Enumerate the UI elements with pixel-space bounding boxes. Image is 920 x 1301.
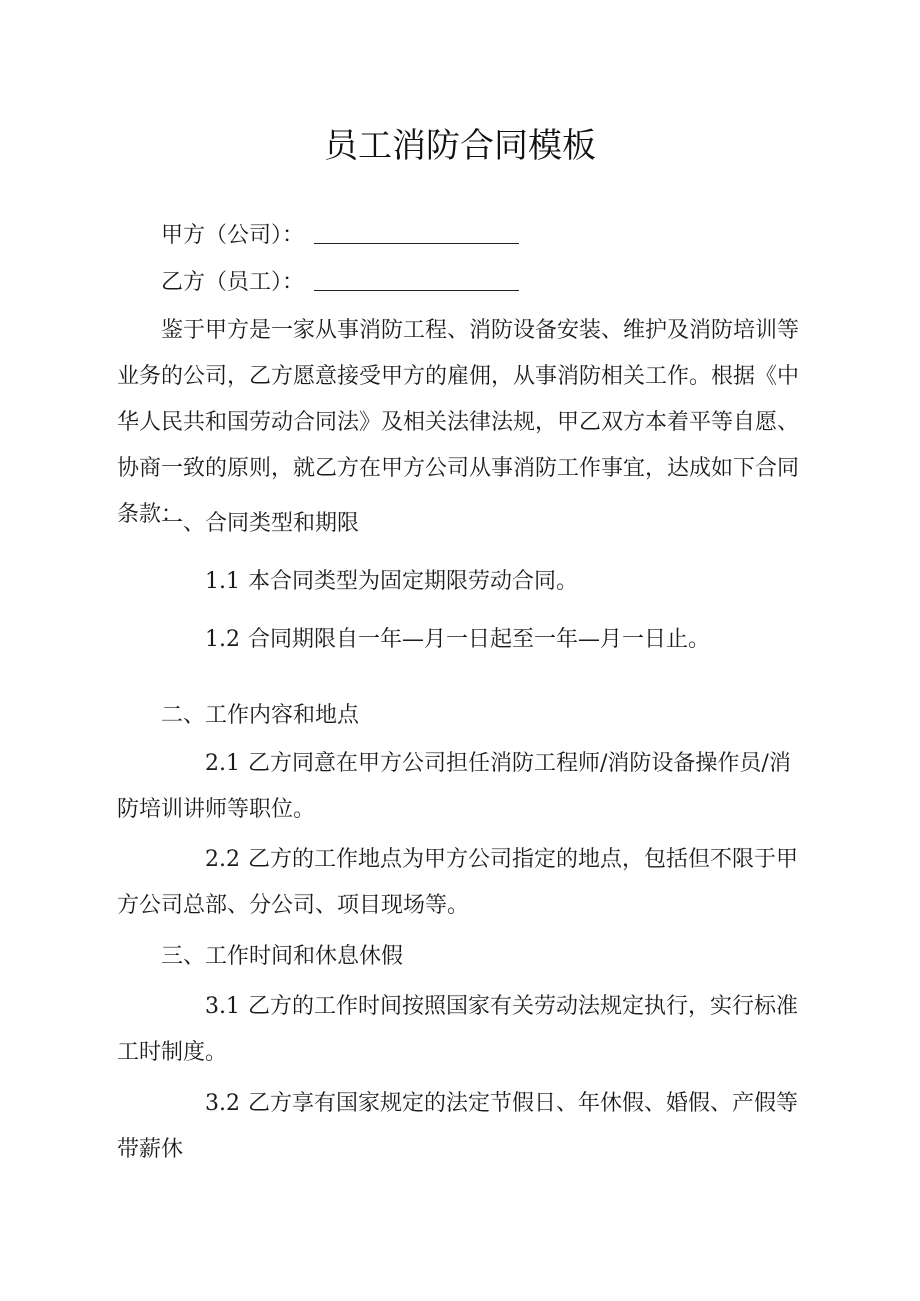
party-b-line — [117, 260, 807, 306]
clause-number: 3.1 — [205, 994, 240, 1019]
clause-3-2 — [117, 1081, 807, 1173]
party-a-line — [117, 213, 807, 259]
section-heading: 一、合同类型和期限 — [161, 511, 360, 536]
clause-number: 3.2 — [205, 1091, 240, 1116]
party-a-blank — [314, 221, 519, 244]
document-title: 员工消防合同模板 — [324, 126, 596, 166]
party-a-label: 甲方（公司）： — [161, 223, 305, 248]
clause-1-2 — [117, 617, 807, 663]
clause-number: 1.1 — [205, 569, 240, 594]
party-b-label: 乙方（员工）： — [161, 270, 305, 295]
clause-text: 乙方同意在甲方公司担任消防工程师/消防设备操作员/消防培训讲师等职位。 — [117, 751, 791, 822]
clause-text: 乙方享有国家规定的法定节假日、年休假、婚假、产假等带薪休 — [117, 1091, 799, 1162]
clause-number: 2.2 — [205, 847, 240, 872]
clause-1-1 — [117, 559, 807, 605]
clause-text: 乙方的工作时间按照国家有关劳动法规定执行，实行标准工时制度。 — [117, 994, 799, 1065]
section-heading: 二、工作内容和地点 — [161, 703, 360, 728]
clause-number: 1.2 — [205, 627, 240, 652]
clause-text: 乙方的工作地点为甲方公司指定的地点，包括但不限于甲方公司总部、分公司、项目现场等。 — [117, 847, 799, 918]
section-heading: 三、工作时间和休息休假 — [161, 944, 404, 969]
preamble-paragraph: 鉴于甲方是一家从事消防工程、消防设备安装、维护及消防培训等业务的公司，乙方愿意接受甲方的雇佣，从事消防相关工作。根据《中华人民共和国劳动合同法》及相关法律法规，甲乙双方本着平等自愿、协商一致的原则，就乙方在甲方公司从事消防工作事宜，达成如下合同条款： — [117, 318, 800, 527]
clause-2-1 — [117, 741, 807, 833]
clause-3-1 — [117, 984, 807, 1076]
clause-text: 合同期限自一年—月一日起至一年—月一日止。 — [248, 627, 711, 652]
party-b-blank — [314, 268, 519, 291]
clause-2-2 — [117, 837, 807, 929]
clause-number: 2.1 — [205, 751, 240, 776]
clause-text: 本合同类型为固定期限劳动合同。 — [248, 569, 579, 594]
